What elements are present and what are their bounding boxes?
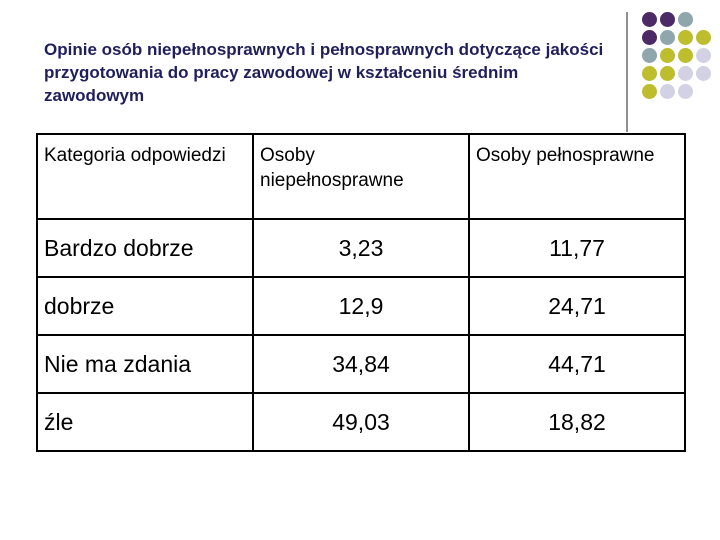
table-row — [37, 335, 685, 393]
decorative-dot — [678, 84, 693, 99]
decorative-dot — [660, 84, 675, 99]
decorative-dot — [678, 48, 693, 63]
decorative-dot — [642, 66, 657, 81]
nondisabled-value-cell: 44,71 — [469, 335, 685, 393]
category-cell: Nie ma zdania — [37, 335, 253, 393]
opinion-table — [36, 133, 686, 452]
decorative-dot-grid — [636, 8, 720, 128]
disabled-value-cell: 49,03 — [253, 393, 469, 451]
decorative-divider — [626, 12, 628, 132]
table-row — [37, 393, 685, 451]
decorative-dot — [696, 48, 711, 63]
decorative-dot — [660, 12, 675, 27]
nondisabled-value-cell: 18,82 — [469, 393, 685, 451]
table-header-row — [37, 134, 685, 219]
header-category: Kategoria odpowiedzi — [37, 134, 253, 219]
nondisabled-value-cell: 11,77 — [469, 219, 685, 277]
disabled-value-cell: 12,9 — [253, 277, 469, 335]
decorative-dot — [660, 30, 675, 45]
table-row — [37, 277, 685, 335]
decorative-dot — [678, 30, 693, 45]
decorative-dot — [696, 30, 711, 45]
decorative-dot — [642, 30, 657, 45]
decorative-dot — [642, 12, 657, 27]
decorative-dot — [678, 66, 693, 81]
decorative-dot — [660, 48, 675, 63]
decorative-dot — [678, 12, 693, 27]
disabled-value-cell: 3,23 — [253, 219, 469, 277]
nondisabled-value-cell: 24,71 — [469, 277, 685, 335]
decorative-dot — [642, 48, 657, 63]
decorative-dot — [642, 84, 657, 99]
category-cell: Bardzo dobrze — [37, 219, 253, 277]
disabled-value-cell: 34,84 — [253, 335, 469, 393]
decorative-dot — [696, 66, 711, 81]
table-row — [37, 219, 685, 277]
header-disabled: Osoby niepełnosprawne — [253, 134, 469, 219]
decorative-dot — [660, 66, 675, 81]
header-nondisabled: Osoby pełnosprawne — [469, 134, 685, 219]
slide-title: Opinie osób niepełnosprawnych i pełnosprawnych dotyczące jakości przygotowania do pracy zawodowej w kształceniu średnim zawodowym — [44, 40, 604, 105]
category-cell: dobrze — [37, 277, 253, 335]
category-cell: źle — [37, 393, 253, 451]
